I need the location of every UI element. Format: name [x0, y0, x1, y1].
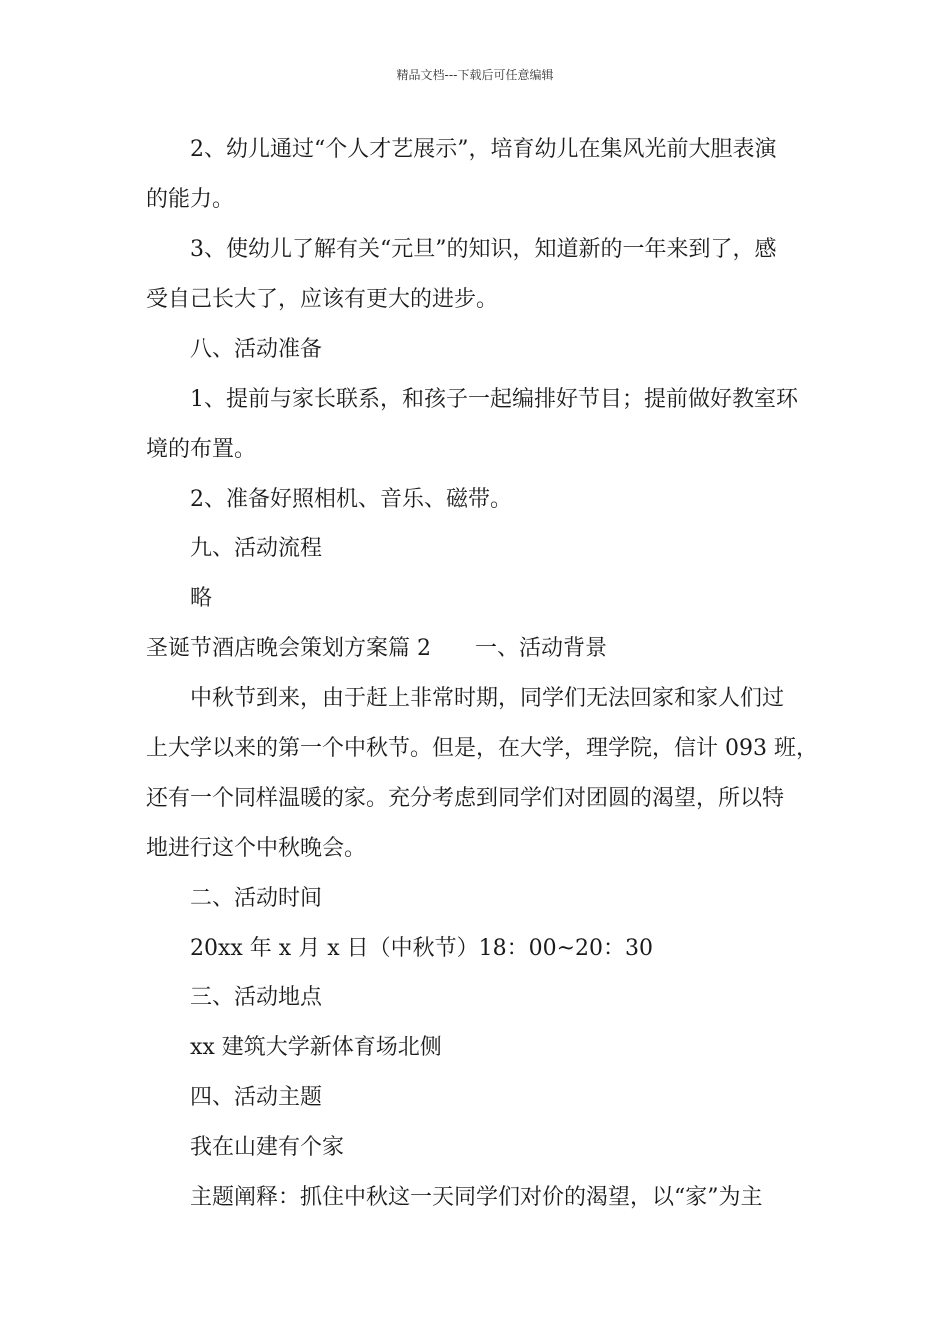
- paragraph-line: 2、准备好照相机、音乐、磁带。: [190, 487, 512, 512]
- paragraph-line: 我在山建有个家: [190, 1135, 345, 1160]
- paragraph-line: 还有一个同样温暖的家。充分考虑到同学们对团圆的渴望，所以特: [146, 786, 785, 811]
- paragraph-line: 上大学以来的第一个中秋节。但是，在大学，理学院，信计 093 班，: [146, 736, 818, 761]
- paragraph-line: 境的布置。: [146, 437, 257, 462]
- paragraph-line: 的能力。: [146, 187, 235, 212]
- article-title: 圣诞节酒店晚会策划方案篇 2 一、活动背景: [146, 636, 607, 661]
- page-header: 精品文档---下载后可任意编辑: [396, 68, 554, 82]
- section-heading: 八、活动准备: [190, 337, 323, 362]
- section-heading: 三、活动地点: [190, 985, 323, 1010]
- section-heading: 九、活动流程: [190, 536, 323, 561]
- section-heading: 二、活动时间: [190, 886, 323, 911]
- paragraph-line: 中秋节到来，由于赶上非常时期，同学们无法回家和家人们过: [190, 686, 785, 711]
- paragraph-line: 略: [190, 586, 213, 611]
- paragraph-line: 1、提前与家长联系，和孩子一起编排好节目；提前做好教室环: [190, 387, 798, 412]
- paragraph-line: xx 建筑大学新体育场北侧: [190, 1035, 442, 1060]
- paragraph-line: 2、幼儿通过“个人才艺展示”，培育幼儿在集风光前大胆表演: [190, 137, 777, 162]
- paragraph-line: 3、使幼儿了解有关“元旦”的知识，知道新的一年来到了，感: [190, 237, 777, 262]
- paragraph-line: 20xx 年 x 月 x 日（中秋节）18：00~20：30: [190, 936, 653, 961]
- section-heading: 四、活动主题: [190, 1085, 323, 1110]
- paragraph-line: 主题阐释：抓住中秋这一天同学们对价的渴望，以“家”为主: [190, 1185, 763, 1210]
- paragraph-line: 受自己长大了，应该有更大的进步。: [146, 287, 499, 312]
- paragraph-line: 地进行这个中秋晚会。: [146, 836, 367, 861]
